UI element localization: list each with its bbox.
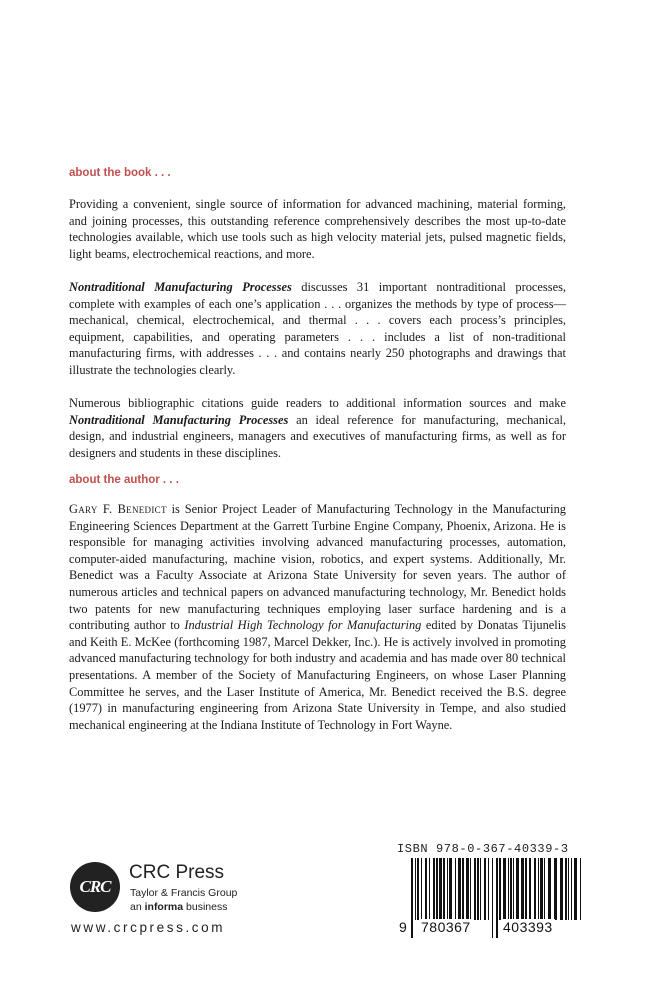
barcode-bar bbox=[540, 858, 543, 920]
barcode-digits-right: 403393 bbox=[503, 919, 553, 935]
barcode-bar bbox=[548, 858, 551, 920]
paragraph-2-text: discusses 31 important nontraditional processes, complete with examples of each one’s application . . . organizes the methods by type of process—mechanical, chemical, electrochemical, and thermal . . . covers each process’s principles, equipment, capabilities, and operating parameters . . . includes a list of non-traditional manufacturing firms, with addresses . . . and contains nearly 250 photographs and drawings that illustrate the technologies clearly. bbox=[69, 280, 566, 377]
book-title-italic-2: Nontraditional Manufacturing Processes bbox=[69, 412, 289, 427]
barcode-bar bbox=[466, 858, 469, 920]
barcode-bar bbox=[534, 858, 536, 920]
barcode-bar bbox=[436, 858, 438, 920]
paragraph-3-start: Numerous bibliographic citations guide readers to additional information sources and make bbox=[69, 396, 566, 410]
barcode-bar bbox=[560, 858, 563, 920]
author-name: Gary F. Benedict bbox=[69, 502, 167, 516]
barcode-bar bbox=[499, 858, 501, 920]
about-author-paragraph bbox=[69, 501, 566, 733]
about-book-paragraph-3 bbox=[69, 395, 566, 461]
author-text-2: edited by Donatas Tijunelis and Keith E. McKee (forthcoming 1987, Marcel Dekker, Inc.). He is actively involved in promoting advanced manufacturing technology for both industry and academia and has made over 80 technical presentations. A member of the Society of Manufacturing Engineers, on whose Laser Planning Committee he serves, and the Laser Institute of America, Mr. Benedict received the B.S. degree (1977) in manufacturing engineering from Arizona State University in Tempe, and also studied mechanical engineering at the Indiana Institute of Technology in Fort Wayne. bbox=[69, 618, 566, 732]
barcode-bar bbox=[439, 858, 442, 920]
barcode-bar bbox=[571, 858, 572, 920]
author-text-1: is Senior Project Leader of Manufacturing Technology in the Manufacturing Engineering Sciences Department at the Garrett Turbine Engine Company, Phoenix, Arizona. He is responsible for managing activities involving advanced manufacturing processes, automation, computer-aided manufacturing, machine vision, robotics, and expert systems. Additionally, Mr. Benedict was a Faculty Associate at Arizona State University for seven years. The author of numerous articles and technical papers on advanced manufacturing technology, Mr. Benedict holds two patents for new manufacturing techniques employing laser surface hardening and is a contributing author to bbox=[69, 502, 566, 633]
barcode-bar bbox=[484, 858, 486, 920]
publisher-group: Taylor & Francis Group bbox=[130, 887, 238, 899]
barcode-bar bbox=[574, 858, 577, 920]
paragraph-3-text: an ideal reference for manufacturing, mechanical, design, and industrial engineers, managers and executives of manufacturing firms, as well as for designers and students in these disciplines. bbox=[69, 412, 566, 460]
barcode-bar bbox=[415, 858, 416, 920]
publisher-logo-block bbox=[68, 858, 308, 938]
barcode-bar bbox=[447, 858, 448, 920]
barcode-bar bbox=[477, 858, 479, 920]
publisher-name: CRC Press bbox=[129, 862, 225, 883]
barcode-bar bbox=[417, 858, 419, 920]
barcode-bar bbox=[529, 858, 531, 920]
barcode-bar bbox=[554, 858, 557, 920]
barcode-digits bbox=[397, 917, 585, 937]
barcode-bar bbox=[508, 858, 509, 920]
barcode-digit-first: 9 bbox=[399, 919, 407, 935]
about-book-heading: about the book . . . bbox=[69, 167, 171, 179]
barcode-bar bbox=[580, 858, 581, 920]
publisher-url: www.crcpress.com bbox=[71, 920, 226, 935]
barcode-bar bbox=[470, 858, 471, 920]
barcode-bar bbox=[480, 858, 481, 920]
barcode-bar bbox=[443, 858, 445, 920]
about-book-paragraph-1: Providing a convenient, single source of information for advanced machining, material forming, and joining processes, this outstanding reference comprehensively describes the most up-to-date technologies available, which use tools such as high velocity material jets, pulsed magnetic fields, light beams, electrochemical reactions, and more. bbox=[69, 197, 566, 261]
barcode-bar bbox=[568, 858, 569, 920]
barcode-bar bbox=[455, 858, 456, 920]
barcode-bar bbox=[544, 858, 545, 920]
barcode-bar bbox=[521, 858, 524, 920]
about-book-paragraph-2 bbox=[69, 279, 566, 379]
barcode-bar bbox=[525, 858, 527, 920]
book-title-italic: Nontraditional Manufacturing Processes bbox=[69, 280, 292, 294]
barcode-bar bbox=[488, 858, 489, 920]
barcode-bar bbox=[429, 858, 430, 920]
barcode-digits-left: 780367 bbox=[421, 919, 471, 935]
barcode-bar bbox=[462, 858, 464, 920]
barcode-bar bbox=[516, 858, 519, 920]
barcode-bar bbox=[565, 858, 567, 920]
about-author-heading: about the author . . . bbox=[69, 474, 179, 486]
barcode-bar bbox=[449, 858, 452, 920]
barcode-bar bbox=[510, 858, 512, 920]
barcode-bar bbox=[513, 858, 514, 920]
barcode-bar bbox=[474, 858, 476, 920]
barcode-bar bbox=[433, 858, 435, 920]
barcode-bar bbox=[538, 858, 539, 920]
barcode-bar bbox=[503, 858, 506, 920]
isbn-label: ISBN 978-0-367-40339-3 bbox=[397, 842, 569, 856]
barcode-bar bbox=[421, 858, 422, 920]
crc-logo-icon: CRC bbox=[70, 862, 120, 912]
barcode-bar bbox=[425, 858, 427, 920]
contributed-book-title: Industrial High Technology for Manufacturing bbox=[184, 618, 422, 633]
publisher-informa-line: an informa business bbox=[130, 901, 228, 913]
barcode-bar bbox=[458, 858, 461, 920]
